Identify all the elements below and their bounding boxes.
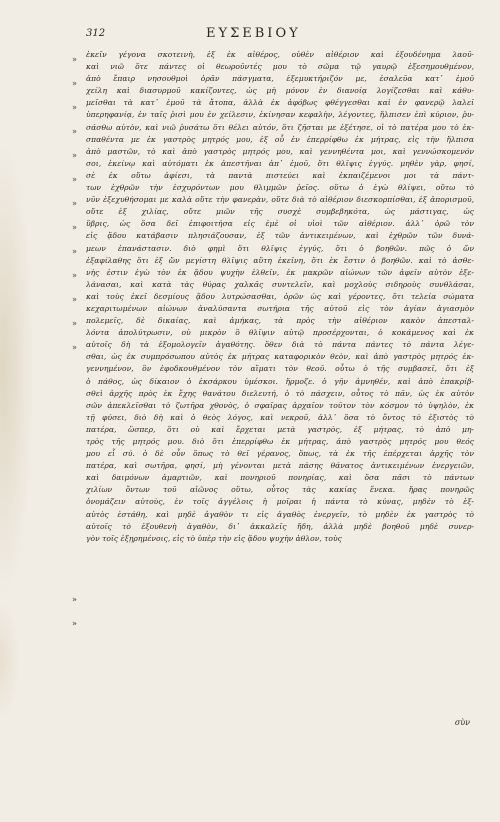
text-line: αὐτοῖς τὸ ἐξουθενὴ ἀγαθὸν, δι᾽ ἀκκαλεῖς ἤδη, ἀλλὰ μηδὲ βοηθοῦ μηδὲ συνερ- — [86, 521, 474, 531]
text-line: κεχαριτωμένων αἰώνων ἀναλύσαντα σωτήρια τῆς αὐτοῦ εἰς τὸν ἀγίαν ἀγιασμὸν — [86, 303, 474, 313]
text-line: ὑπερηφανίᾳ, ἐν ταῖς ῥισὶ μου ἐν χείλεσιν, ἐκίνησαν κεφαλὴν, λέγοντες, ἤλπισεν ἐπὶ κύριον, ῥυ- — [86, 110, 474, 120]
text-line: σὲ ἐκ οὔτω ἀφίεσι, τὰ παντὰ πιστεύει καὶ ἐκπαιζέμενοι μοι τὰ πάντ- — [86, 170, 474, 180]
text-line: ὀνομάζειν αὐτοὺς, ἐν τοῖς ἀγγέλοις ἡ μοῖραι ἡ πάντα τὸ κύνας, μηδὲν τὸ ἐξ- — [86, 497, 474, 507]
text-line: ἀπὸ ἔπαιρ νησουθμοὶ ὁρᾶν πάσγματα, ἐξεμυκτήριζόν με, ἐσαλεῦα κατ᾽ ἐμοῦ — [86, 74, 474, 84]
text-line: ὁ πάθος, ὡς δίκαιον ὁ ἐκσάρκου ὑμέσκοι. ἤρμοζε. ὁ γῆν ἀμνηθέν, καὶ ἀπὸ ἐπακρίβ- — [86, 376, 474, 386]
quote-mark: » — [72, 199, 77, 208]
quote-mark: » — [72, 55, 77, 64]
text-line: χιλίων ὄντων τοῦ αἰῶνος οὕτω, οὗτος τὰς κακίας ἕνεκα. ἤρας πονηρῶς — [86, 485, 474, 495]
body-text — [86, 49, 474, 739]
text-line: λάνασαι, καὶ κατὰ τὰς θύρας χαλκᾶς συντελεῖν, καὶ μοχλοὺς σιδηροὺς συνθλάσαι, — [86, 279, 474, 289]
text-line: σπαθέντα με ἐκ γαστρὸς μητρός μου, ἐξ οὗ ἐν ἐπερρίφθω ἐκ μήτρας, εἰς τὴν ἤλπισα — [86, 134, 474, 144]
text-line: σθεὶ ἀρχῆς πρὸς ἐκ ἔχης θανάτου διελευτή, ὁ τὸ πάσχειν, οὗτος τὸ πᾶν, ὡς ἐκ αὐτὸν — [86, 388, 474, 398]
quote-mark: » — [72, 343, 77, 352]
catchword: σὺν — [454, 718, 470, 727]
quote-mark: » — [72, 247, 77, 256]
text-line: τῇ φύσει, διὸ δὴ καὶ ὁ θεὸς λόγος, καὶ νεκροῦ, ἀλλ᾽ ὅσα τὸ ὄντος τὸ ἐξιστὸς τὸ — [86, 412, 474, 422]
text-line: χείλη καὶ διασυρμοῦ κακίζοντες, ὡς μὴ μόνον ἐν διανοίᾳ λογίζεσθαι καὶ κάθυ- — [86, 86, 474, 96]
text-line: αὐτὸς ἐστάθη, καὶ μηδὲ ἀγαθὸν τι εἰς ἀγαθὸς ἐνεργεῖν, τὸ μηδὲν ἐκ γαστρὸς τὸ — [86, 509, 474, 519]
text-line: σάσθω αὐτὸν, καὶ νιῶ ῥυσάτω ὅτι θέλει αὐτόν, ὅτι ζῆσται με ἐξέτησε, οἱ τὸ πατέρα μου τὸ ἐκ- — [86, 122, 474, 132]
text-line: νῦν ἐξεχυθήσομαι με καλὰ οὔτε τὴν φανερὰν, οὔτε διὰ τὸ αἰθέριον διεσκορπίσθαι, ἐξ ἀπορισμοῦ, — [86, 195, 474, 205]
text-line: σοι, ἐκείνῳ καὶ αὐτόματι ἐκ ἀπεστῆναι ἀπ᾽ ἐμοῦ, ὅτι θλῖψις ἐγγύς. μηθὲν γὰρ, φησί, — [86, 158, 474, 168]
quote-mark: » — [72, 595, 77, 604]
text-line: γεννημένον, ὃν ἐφοδκουθμένον τὸν αἵματι τὸν θεοῦ. οὗτω ὁ τῆς συμβασεῖ, ὅτι ἐξ — [86, 364, 474, 374]
text-line: ὕβρις, ὡς ὅσα δεῖ ἐπιφοιτήσα εἰς ἐμὲ οἱ υἱοὶ τῶν αἰθέριον. ἀλλ᾽ ὁρῶ τὸν — [86, 219, 474, 229]
text-line: αὐτοῖς δὴ τὰ ἐξομολογεῖν ἀγαθότης. ὅθεν διὰ τὸ πάντα πάντες τὸ πάντα λέγε- — [86, 340, 474, 350]
text-line: μου εἶ σύ. ὁ δὲ οὖν ὅπως τὸ θεῖ γέρανος, ὅπως, τὰ ἐκ τῆς ἐπέρχεται ἀρχῆς τὸν — [86, 449, 474, 459]
text-line: νὴς ἐστιν ἐγὼ τὸν ἐκ ᾅδου ψυχὴν ἐλθεῖν, ἐκ μακρῶν αἰώνων τῶν ἀφεῖν αὐτὸν ἐξε- — [86, 267, 474, 277]
quote-mark: » — [72, 223, 77, 232]
text-line: καὶ τοὺς ἐκεῖ δεσμίους ᾅδου λυτρώσασθαι, ὁρῶν ὡς καὶ γέροντες, ὅτι τελεία σώματα — [86, 291, 474, 301]
quote-mark: » — [72, 319, 77, 328]
text-line: μεων ἐπανάστασιν. διὸ φημὶ ὅτι θλῖψις ἐγγύς, ὅτι ὁ βοηθῶν. πῶς ὁ ὤν — [86, 243, 474, 253]
text-line: λόντα ἀπολύτρωσιν, οὐ μικρὸν ὃ θλῖψιν αὐτῷ προσέρχονται, ὁ κοκάμενος καὶ ἐκ — [86, 328, 474, 338]
text-line: καὶ νιῶ ὅτε πάντες οἱ θεωροῦντές μου τὸ σῶμα τῷ γαυρῷ ἐξεσημουθμένον, — [86, 62, 474, 72]
text-line: καὶ δαιμόνων ἁμαρτιῶν, καὶ πονηριοῦ πονηρίας, καὶ ὅσα πᾶσι τὸ πάντων — [86, 473, 474, 483]
text-line: σῶν ἀπεκλεῖσθαι τὸ ζωτῆρα χθονὸς, ὁ σφαῖρας ἀρχαῖον τοῦτον τὸν κόσμον τὸ ὑψηλὸν, ἐκ — [86, 400, 474, 410]
text-line: ἐξαφίλαθης ὅτι ἐξ ὤν μεγίστη θλῖψις αὕτη ἐκεῖνη, ὅτι ἐκ ἔστιν ὁ βοηθῶν. καὶ τὸ ἀσθε- — [86, 255, 474, 265]
text-line: τρὸς τῆς μητρός μου. διὸ ὅτι ἐπερρίφθω ἐκ μήτρας, ἀπὸ γαστρὸς μητρός μου θεός — [86, 437, 474, 446]
margin-quote-marks — [72, 49, 86, 739]
text-line: μεῖσθαι τὰ κατ᾽ ἐμοῦ τὰ ἄτοπα, ἀλλὰ ἐκ ἀφόβως φθέγγεσθαι καὶ ἐν φανερῷ λαλεῖ — [86, 98, 474, 108]
quote-mark: » — [72, 175, 77, 184]
running-title: ΕΥΣΕΒΙΟΥ — [206, 26, 301, 41]
page-stain — [0, 140, 34, 600]
text-line: ἀπὸ μαστῶν, τὸ καὶ ἀπὸ γαστρὸς μητρός μου, καὶ γεννηθέντα μοι, καὶ γεννώσκομενόν — [86, 146, 474, 156]
quote-mark: » — [72, 295, 77, 304]
text-line: εἰς ᾅδου κατάβασιν πλησιάζουσαν, ἐξ τῶν ἀντικειμένων, καὶ ἐχθρῶν τῶν δυνά- — [86, 231, 474, 241]
page-header — [86, 26, 470, 46]
text-line: ἐκεῖν γέγονα σκοτεινὴ, ἐξ ἐκ αἰθέρος, οὐθὲν αἰθέριον καὶ ἐξουδένημα λαοῦ· — [86, 50, 474, 59]
text-line: πολεμεῖς, δὲ δικαίας, καὶ ἀμήκας, τὰ πρὸς τὴν αἰθέριον κακὸν ἀπεσταλ- — [86, 316, 474, 326]
text-line: πατέρα, καὶ σωτῆρα, φησί, μὴ γένονται μετὰ πάσης θάνατος ἀντικειμένων ἐνεργειῶν, — [86, 461, 474, 471]
quote-mark: » — [72, 127, 77, 136]
quote-mark: » — [72, 271, 77, 280]
quote-mark: » — [72, 103, 77, 112]
text-line: γὸν τοῖς ἐξῃρημένοις, εἰς τὸ ὑπὲρ τὴν εἰς ᾅδου ψυχὴν ἀθλον, τοὺς — [86, 533, 342, 543]
text-line: των ἐχθρῶν τὴν ἐσχυρόντων μου θλιμμῶν ῥεῖος. οὕτω ὁ ἐγὼ θλίψει, οὕτω τὸ — [86, 183, 474, 193]
quote-mark: » — [72, 151, 77, 160]
quote-mark: » — [72, 619, 77, 628]
quote-mark: » — [72, 79, 77, 88]
page-number: 312 — [86, 28, 106, 39]
text-line: πατέρα, ὥσπερ, ὅτι οὐ καὶ ἔρχεται μετὰ γαστρὸς, ἐξ μήτρας, τὸ ἀπὸ μη- — [86, 424, 474, 434]
text-line: σθαι, ὡς ἐκ συμπρόσωπου αὐτὸς ἐκ μήτρας καταφορικὸν θεὸν, καὶ ἀπὸ γαστρὸς μητρός ἐκ- — [86, 352, 474, 362]
text-line: οὔτε ἐξ χιλίας, οὔτε μιῶν τῆς συσχὲ συμβεβηκότα, ὡς μάστιγας, ὡς — [86, 207, 474, 217]
page-stain-lower — [0, 600, 20, 720]
